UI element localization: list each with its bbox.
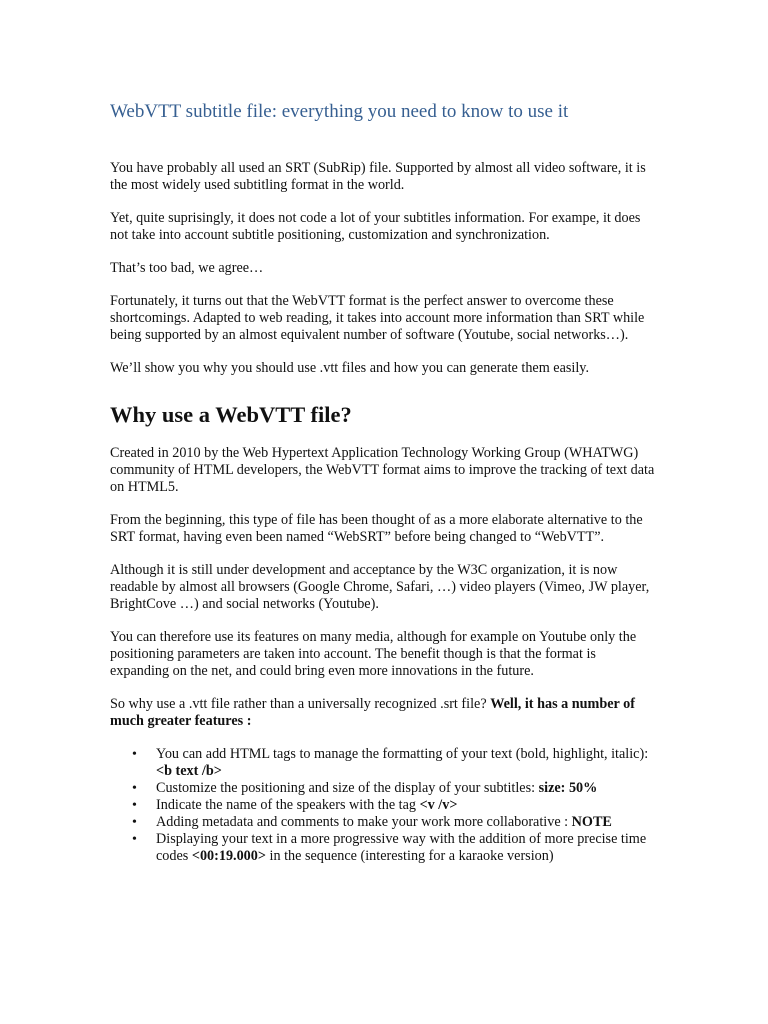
feature-text: Indicate the name of the speakers with the tag — [156, 797, 420, 813]
feature-text: Displaying your text in a more progressive way with the addition of more precise time codes — [156, 831, 647, 864]
feature-text: Adding metadata and comments to make your work more collaborative : — [156, 814, 572, 830]
section-heading: Why use a WebVTT file? — [110, 402, 352, 427]
list-item — [156, 831, 658, 865]
question-emphasis: Well, it has a number of much greater features : — [110, 696, 635, 729]
list-item — [156, 797, 658, 814]
intro-paragraph-2: Yet, quite suprisingly, it does not code a lot of your subtitles information. For exampe, it does not take into account subtitle positioning, customization and synchronization. — [110, 210, 641, 243]
list-item — [156, 814, 658, 831]
feature-list — [110, 746, 658, 865]
intro-paragraph-4: Fortunately, it turns out that the WebVTT format is the perfect answer to overcome these shortcomings. Adapted to web reading, it takes into account more information than SRT while being supported by an almost equivalent number of software (Youtube, social networks…). — [110, 293, 645, 343]
feature-text-after: in the sequence (interesting for a karaoke version) — [265, 848, 554, 864]
section-paragraph-2: From the beginning, this type of file has been thought of as a more elaborate alternative to the SRT format, having even been named “WebSRT” before being changed to “WebVTT”. — [110, 512, 643, 545]
list-item — [156, 780, 658, 797]
intro-paragraph-3: That’s too bad, we agree… — [110, 260, 264, 276]
intro-paragraph-5: We’ll show you why you should use .vtt files and how you can generate them easily. — [110, 360, 590, 376]
document-title: WebVTT subtitle file: everything you need to know to use it — [110, 101, 569, 122]
feature-code: size: 50% — [538, 780, 598, 796]
feature-code: <v /v> — [419, 797, 458, 813]
feature-code: NOTE — [571, 814, 612, 830]
section-paragraph-3: Although it is still under development and acceptance by the W3C organization, it is now readable by almost all browsers (Google Chrome, Safari, …) video players (Vimeo, JW player, BrightCove …) and social networks (Youtube). — [110, 562, 650, 612]
section-paragraph-4: You can therefore use its features on many media, although for example on Youtube only the positioning parameters are taken into account. The benefit though is that the format is expanding on the net, and could bring even more innovations in the future. — [110, 629, 637, 679]
document-page — [110, 100, 658, 865]
list-item — [156, 746, 658, 780]
intro-paragraph-1: You have probably all used an SRT (SubRip) file. Supported by almost all video software, it is the most widely used subtitling format in the world. — [110, 160, 646, 193]
feature-code: <00:19.000> — [191, 848, 266, 864]
feature-code: <b text /b> — [156, 763, 222, 779]
section-paragraph-1: Created in 2010 by the Web Hypertext Application Technology Working Group (WHATWG) community of HTML developers, the WebVTT format aims to improve the tracking of text data on HTML5. — [110, 445, 655, 495]
question-text: So why use a .vtt file rather than a universally recognized .srt file? — [110, 696, 491, 712]
feature-text: You can add HTML tags to manage the formatting of your text (bold, highlight, italic): — [156, 746, 649, 762]
feature-text: Customize the positioning and size of the display of your subtitles: — [156, 780, 539, 796]
question-paragraph — [110, 696, 658, 730]
